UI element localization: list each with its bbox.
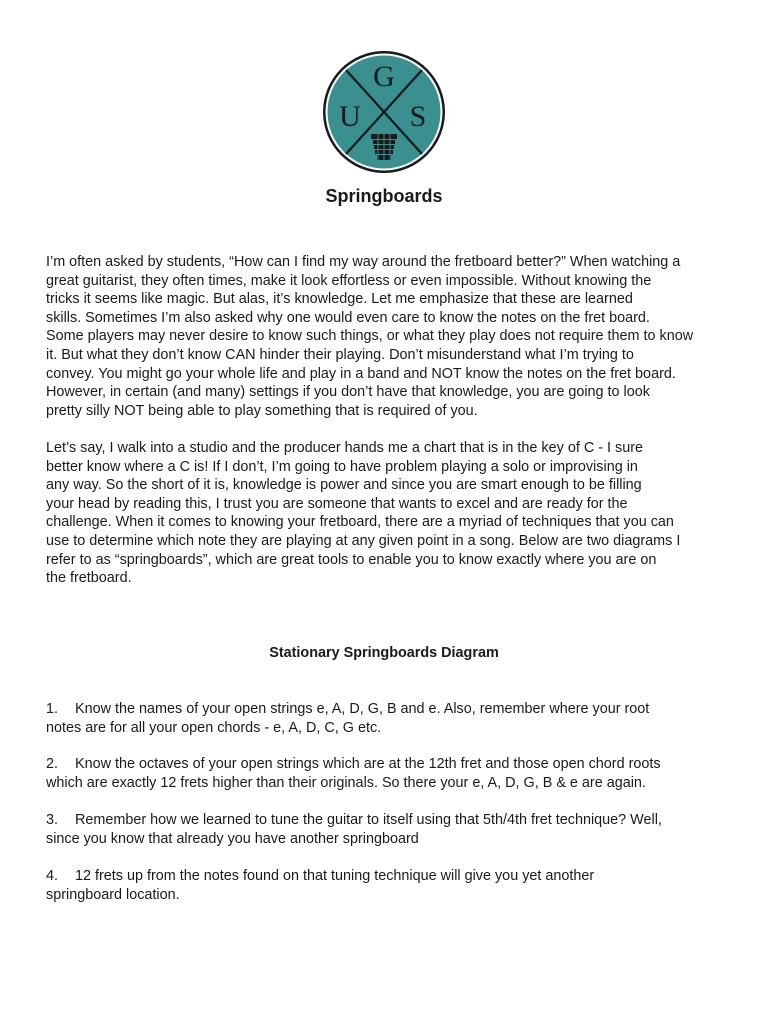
logo-letter-g: G	[373, 60, 395, 93]
text-line: it. But what they don’t know CAN hinder their playing. Don’t misunderstand what I’m trying to	[46, 346, 634, 363]
list-item	[46, 700, 746, 737]
list-item-line	[46, 867, 746, 886]
text-line: challenge. When it comes to knowing your fretboard, there are a myriad of techniques that you can	[46, 514, 674, 531]
list-item-text: 12 frets up from the notes found on that tuning technique will give you yet another	[75, 868, 595, 884]
list-item-line	[46, 811, 746, 830]
text-line: refer to as “springboards”, which are great tools to enable you to know exactly where you are on	[46, 551, 657, 568]
list-item-line	[46, 700, 746, 719]
list-item-number: 4.	[46, 868, 59, 884]
gus-logo	[320, 46, 448, 178]
gus-logo-graphic	[320, 46, 448, 178]
text-line: convey. You might go your whole life and play in a band and NOT know the notes on the fret board.	[46, 365, 676, 382]
list-item-text: Know the octaves of your open strings which are at the 12th fret and those open chord roots	[75, 756, 661, 772]
text-line: the fretboard.	[46, 570, 132, 587]
intro-paragraph	[46, 253, 746, 420]
list-item-line: since you know that already you have another springboard	[46, 830, 419, 847]
text-line: tricks it seems like magic. But alas, it’s knowledge. Let me emphasize that these are learned	[46, 291, 633, 308]
text-line: better know where a C is! If I don’t, I’m going to have problem playing a solo or improvising in	[46, 458, 638, 475]
text-line: great guitarist, they often times, make it look effortless or even impossible. Without knowing the	[46, 272, 652, 289]
text-line: your head by reading this, I trust you are someone that wants to excel and are ready for the	[46, 495, 628, 512]
text-line: skills. Sometimes I’m also asked why one would even care to know the notes on the fret board.	[46, 309, 650, 326]
list-item-text: Know the names of your open strings e, A, D, G, B and e. Also, remember where your root	[75, 701, 650, 717]
logo-letter-u: U	[339, 100, 361, 133]
text-line: Some players may never desire to know such things, or what they play does not require them to know	[46, 328, 694, 345]
list-item-line: which are exactly 12 frets higher than their originals. So there your e, A, D, G, B & e are again.	[46, 774, 646, 791]
list-item-number: 3.	[46, 812, 59, 828]
list-item-line: springboard location.	[46, 886, 180, 903]
list-item-number: 1.	[46, 701, 59, 717]
list-item	[46, 755, 746, 792]
list-item-number: 2.	[46, 756, 59, 772]
studio-paragraph	[46, 439, 746, 588]
text-line: Let’s say, I walk into a studio and the producer hands me a chart that is in the key of C - I sure	[46, 440, 643, 456]
section-subtitle: Stationary Springboards Diagram	[269, 645, 499, 661]
list-item	[46, 867, 746, 904]
list-item-text: Remember how we learned to tune the guitar to itself using that 5th/4th fret technique? Well,	[75, 812, 662, 828]
list-item	[46, 811, 746, 848]
text-line: pretty silly NOT being able to play something that is required of you.	[46, 402, 478, 419]
text-line: any way. So the short of it is, knowledge is power and since you are smart enough to be filling	[46, 477, 642, 494]
text-line: use to determine which note they are playing at any given point in a song. Below are two diagrams I	[46, 532, 681, 549]
text-line: I’m often asked by students, “How can I find my way around the fretboard better?” When watching a	[46, 254, 681, 270]
list-item-line: notes are for all your open chords - e, A, D, C, G etc.	[46, 719, 382, 736]
logo-letter-s: S	[409, 100, 427, 133]
page-title: Springboards	[325, 186, 443, 206]
text-line: However, in certain (and many) settings if you don’t have that knowledge, you are going to look	[46, 384, 650, 401]
list-item-line	[46, 755, 746, 774]
